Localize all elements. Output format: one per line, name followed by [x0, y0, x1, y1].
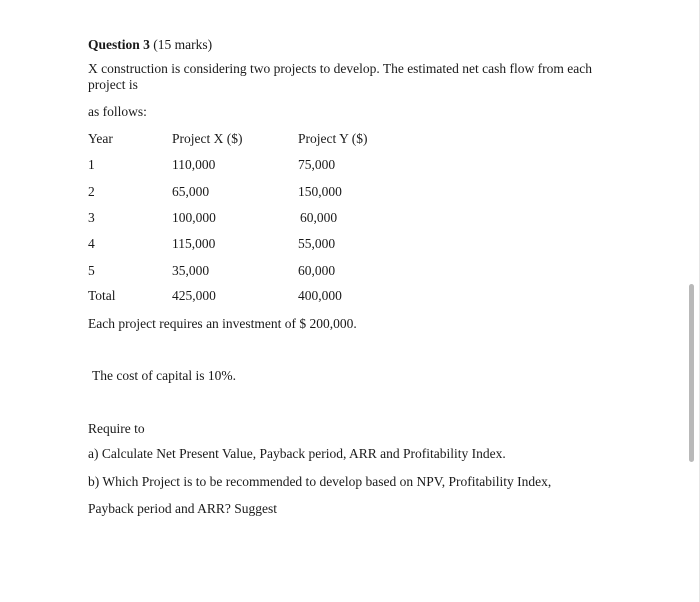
table-cell-year: 3 [88, 210, 95, 225]
requirement-b-line-2: Payback period and ARR? Suggest [88, 501, 277, 516]
table-cell-project-y: 150,000 [298, 184, 342, 199]
table-cell-project-y: 75,000 [298, 157, 336, 172]
table-cell-year: 1 [88, 157, 95, 172]
table-cell-project-y: 60,000 [298, 263, 336, 278]
table-header-project-x: Project X ($) [172, 131, 243, 146]
vertical-scrollbar[interactable] [689, 284, 694, 462]
table-cell-year: 2 [88, 184, 95, 199]
requirements-heading: Require to [88, 421, 145, 436]
question-heading [88, 37, 212, 53]
table-cell-year: 5 [88, 263, 95, 278]
table-header-project-y: Project Y ($) [298, 131, 368, 146]
investment-note: Each project requires an investment of $ 200,000. [88, 316, 357, 331]
table-cell-project-x: 35,000 [172, 263, 210, 278]
requirement-a: a) Calculate Net Present Value, Payback period, ARR and Profitability Index. [88, 446, 506, 461]
intro-line-3: as follows: [88, 104, 147, 119]
table-cell-year: 4 [88, 236, 95, 251]
intro-line-1: X construction is considering two projects to develop. The estimated net cash flow from each [88, 61, 592, 76]
table-cell-total-label: Total [88, 288, 116, 303]
intro-line-2: project is [88, 77, 138, 92]
table-header-year: Year [88, 131, 113, 146]
table-cell-project-y: 55,000 [298, 236, 336, 251]
table-cell-project-x: 115,000 [172, 236, 216, 251]
cost-of-capital: The cost of capital is 10%. [92, 368, 236, 383]
table-cell-project-x: 65,000 [172, 184, 210, 199]
table-cell-project-x: 100,000 [172, 210, 216, 225]
question-title: Question 3 [88, 37, 150, 52]
question-marks: (15 marks) [153, 37, 213, 52]
table-cell-total-project-x: 425,000 [172, 288, 216, 303]
table-cell-project-x: 110,000 [172, 157, 216, 172]
table-cell-total-project-y: 400,000 [298, 288, 342, 303]
requirement-b-line-1: b) Which Project is to be recommended to develop based on NPV, Profitability Index, [88, 474, 552, 489]
table-cell-project-y: 60,000 [300, 210, 338, 225]
